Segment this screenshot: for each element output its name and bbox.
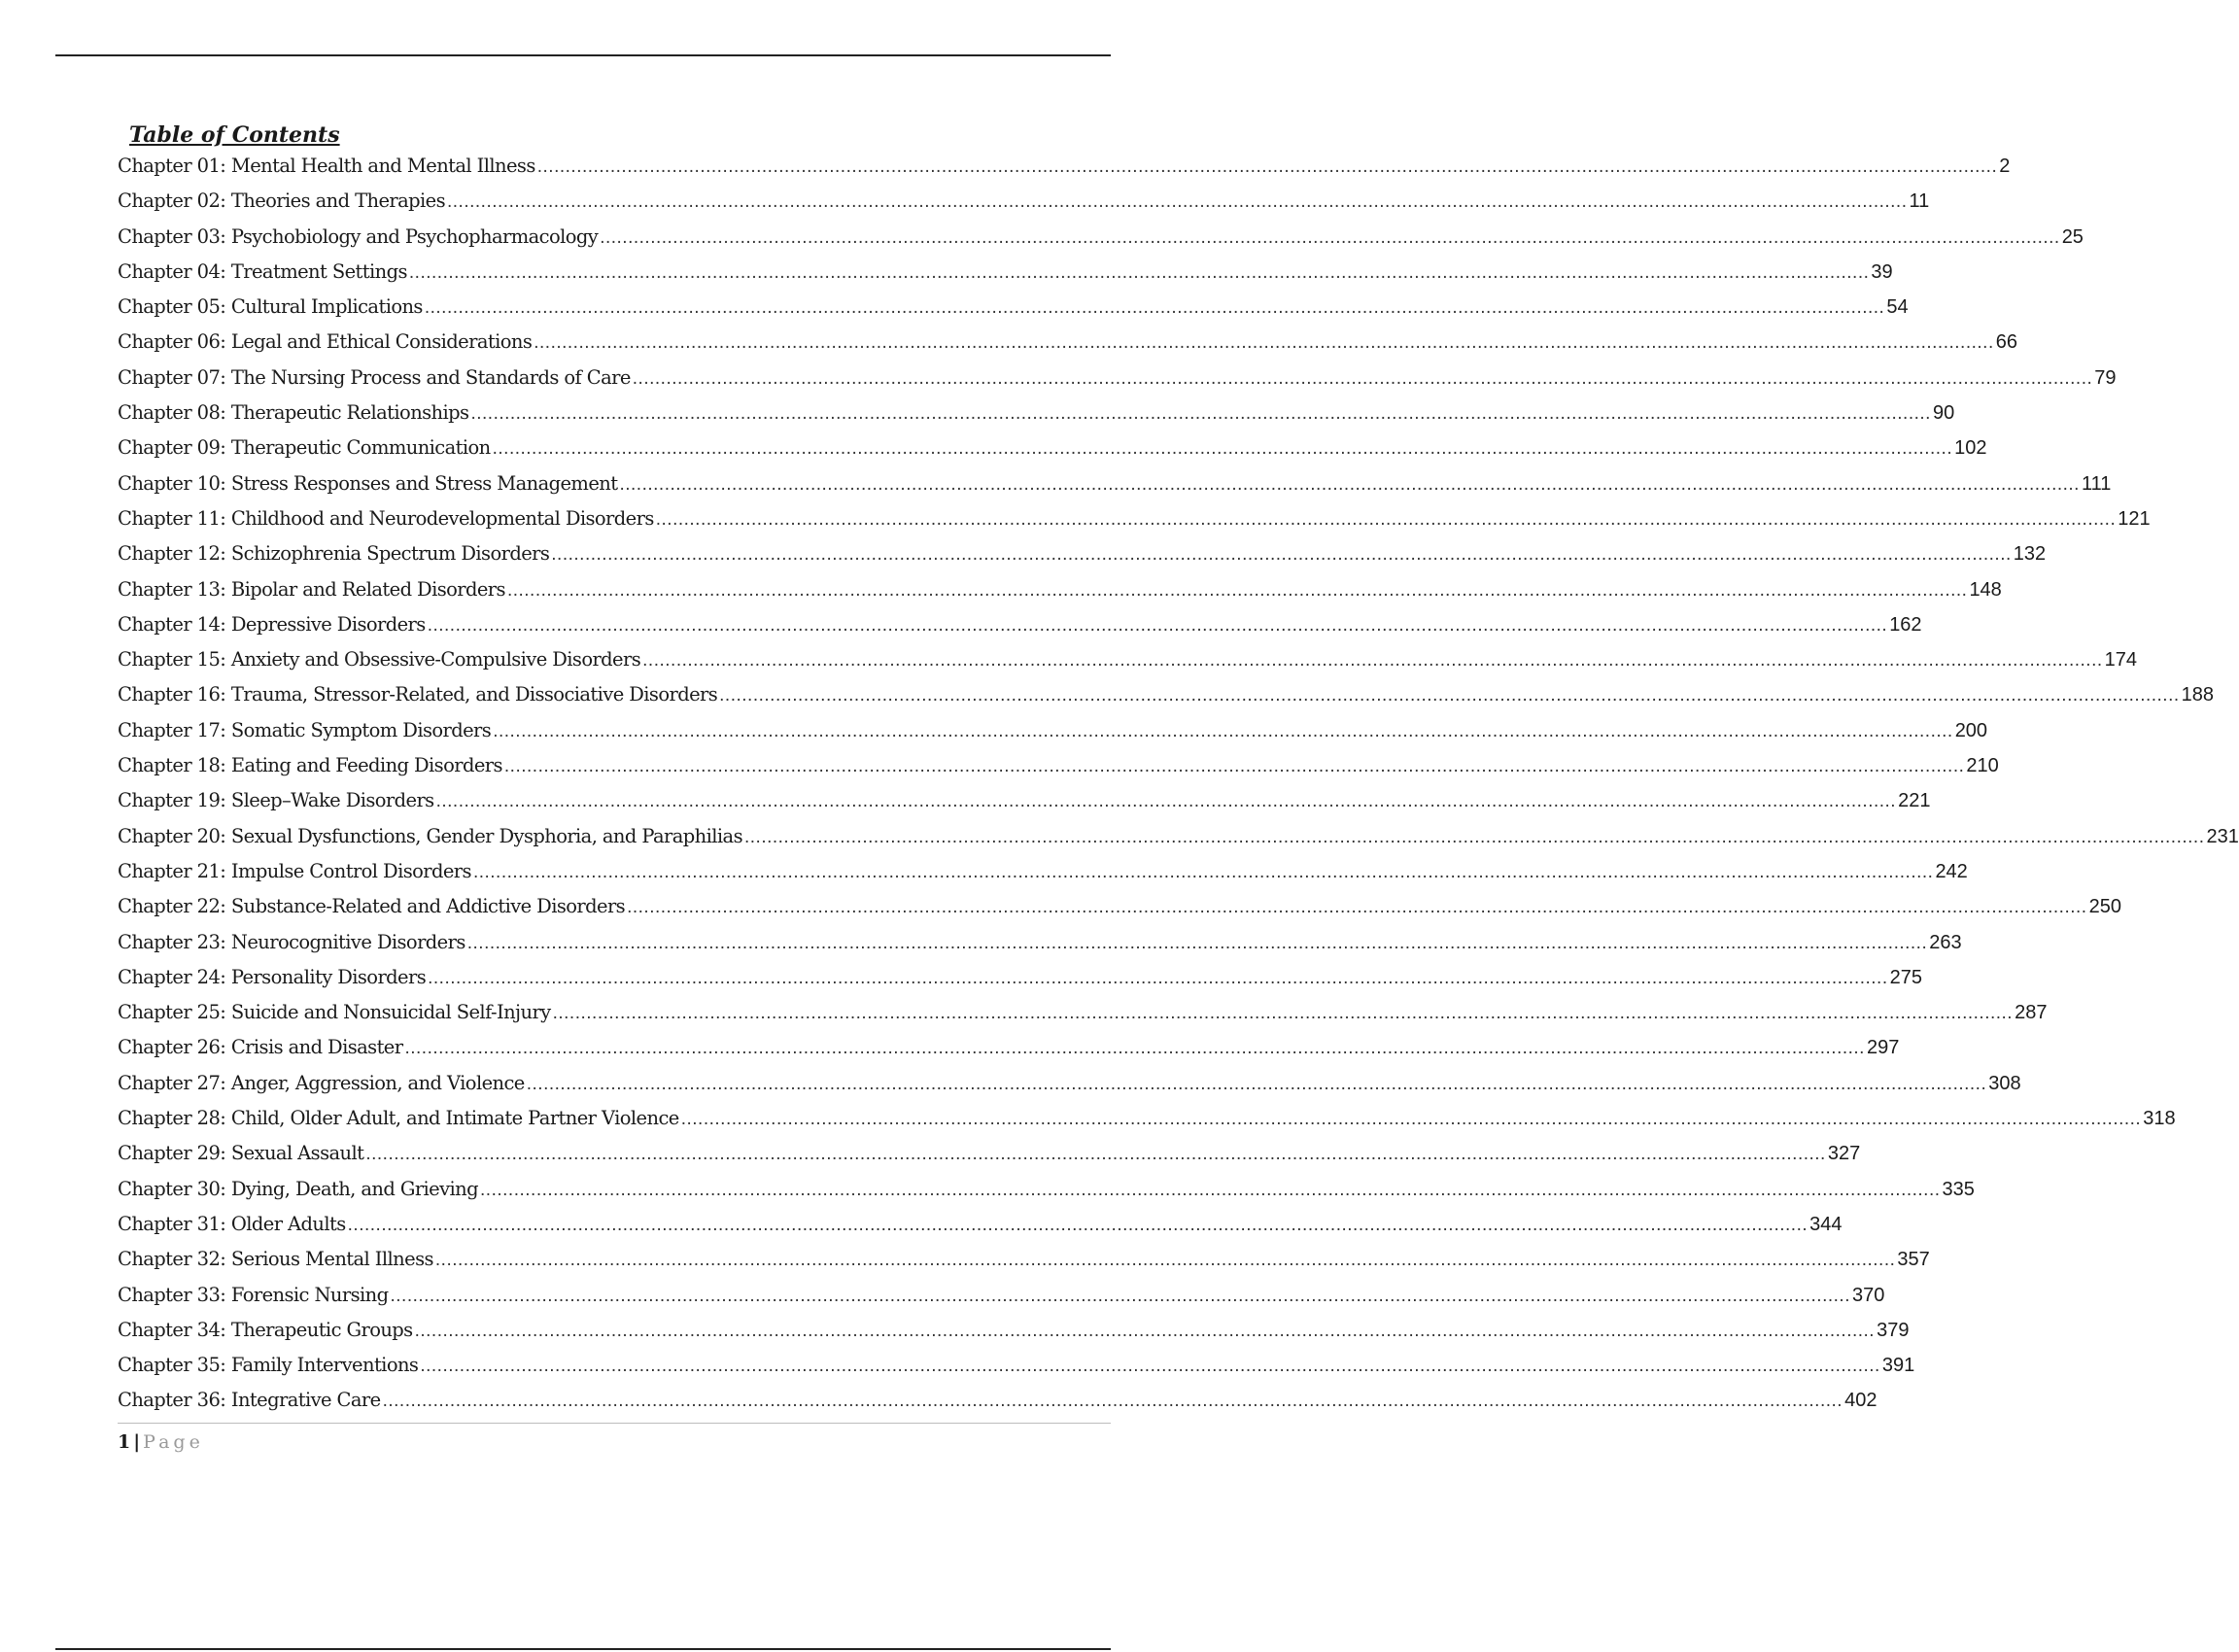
toc-entry-label: Chapter 17: Somatic Symptom Disorders — [118, 718, 492, 741]
toc-entry[interactable] — [118, 220, 2084, 255]
toc-dot-leader: .................................................................................................................................................................................................................................................................... — [408, 261, 1870, 283]
toc-entry-page: 318 — [2143, 1108, 2176, 1130]
toc-dot-leader: .................................................................................................................................................................................................................................................................... — [627, 897, 2087, 918]
footer-separator: | — [133, 1431, 141, 1453]
toc-entry-page: 221 — [1898, 790, 1931, 812]
toc-entry[interactable] — [118, 572, 2002, 607]
toc-dot-leader: .................................................................................................................................................................................................................................................................... — [492, 438, 1953, 460]
toc-dot-leader: .................................................................................................................................................................................................................................................................... — [427, 614, 1888, 636]
toc-entry-label: Chapter 01: Mental Health and Mental Illness — [118, 155, 535, 177]
toc-entry-page: 379 — [1877, 1319, 1910, 1341]
toc-dot-leader: .................................................................................................................................................................................................................................................................... — [472, 861, 1934, 882]
toc-entry[interactable] — [118, 889, 2121, 924]
toc-dot-leader: .................................................................................................................................................................................................................................................................... — [424, 297, 1885, 319]
toc-entry-label: Chapter 31: Older Adults — [118, 1212, 346, 1235]
footer-page-word: Page — [143, 1431, 204, 1453]
toc-entry[interactable] — [118, 925, 1962, 960]
toc-entry-page: 54 — [1886, 296, 1909, 319]
toc-entry-page: 210 — [1966, 755, 1999, 777]
toc-entry-page: 121 — [2118, 507, 2151, 530]
toc-entry-page: 231 — [2206, 825, 2239, 847]
toc-dot-leader: .................................................................................................................................................................................................................................................................... — [552, 1003, 2014, 1024]
toc-entry-label: Chapter 35: Family Interventions — [118, 1354, 419, 1377]
toc-dot-leader: .................................................................................................................................................................................................................................................................... — [600, 226, 2060, 248]
toc-entry-label: Chapter 12: Schizophrenia Spectrum Disorders — [118, 542, 550, 566]
toc-entry-label: Chapter 20: Sexual Dysfunctions, Gender Dysphoria, and Paraphilias — [118, 824, 742, 847]
toc-entry[interactable] — [118, 361, 2117, 396]
page-footer — [118, 1430, 204, 1454]
toc-dot-leader: .................................................................................................................................................................................................................................................................... — [434, 1250, 1896, 1271]
toc-entry[interactable] — [118, 642, 2138, 677]
toc-entry[interactable] — [118, 430, 1987, 465]
toc-entry[interactable] — [118, 1207, 1843, 1242]
toc-entry[interactable] — [118, 1101, 2176, 1136]
toc-entry[interactable] — [118, 854, 1968, 889]
toc-entry[interactable] — [118, 466, 2112, 501]
toc-dot-leader: .................................................................................................................................................................................................................................................................... — [493, 720, 1953, 741]
toc-entry-page: 402 — [1844, 1390, 1877, 1412]
toc-dot-leader: .................................................................................................................................................................................................................................................................... — [382, 1391, 1843, 1412]
toc-dot-leader: .................................................................................................................................................................................................................................................................... — [466, 932, 1928, 953]
toc-dot-leader: .................................................................................................................................................................................................................................................................... — [435, 791, 1897, 812]
toc-entry-label: Chapter 14: Depressive Disorders — [118, 612, 426, 636]
toc-entry-label: Chapter 11: Childhood and Neurodevelopmental Disorders — [118, 506, 654, 530]
toc-dot-leader: .................................................................................................................................................................................................................................................................... — [642, 650, 2103, 671]
toc-entry-label: Chapter 28: Child, Older Adult, and Intimate Partner Violence — [118, 1107, 679, 1130]
toc-entry[interactable] — [118, 1313, 1910, 1348]
toc-entry-label: Chapter 34: Therapeutic Groups — [118, 1318, 413, 1341]
toc-dot-leader: .................................................................................................................................................................................................................................................................... — [414, 1320, 1876, 1341]
toc-entry[interactable] — [118, 713, 1988, 748]
toc-entry-label: Chapter 03: Psychobiology and Psychopharmacology — [118, 224, 599, 248]
toc-entry-page: 132 — [2013, 543, 2047, 566]
toc-list — [118, 149, 2239, 1419]
toc-entry-page: 162 — [1889, 613, 1922, 636]
toc-dot-leader: .................................................................................................................................................................................................................................................................... — [404, 1038, 1865, 1059]
toc-dot-leader: .................................................................................................................................................................................................................................................................... — [655, 508, 2117, 530]
toc-entry-page: 275 — [1889, 966, 1922, 988]
toc-entry-page: 308 — [1988, 1072, 2021, 1094]
toc-entry-page: 344 — [1809, 1213, 1843, 1235]
toc-dot-leader: .................................................................................................................................................................................................................................................................... — [347, 1214, 1808, 1235]
toc-dot-leader: .................................................................................................................................................................................................................................................................... — [447, 191, 1908, 213]
toc-entry-page: 39 — [1871, 260, 1893, 283]
toc-dot-leader: .................................................................................................................................................................................................................................................................... — [506, 579, 1968, 601]
toc-entry-label: Chapter 30: Dying, Death, and Grieving — [118, 1177, 479, 1200]
toc-dot-leader: .................................................................................................................................................................................................................................................................... — [420, 1356, 1880, 1377]
toc-entry[interactable] — [118, 1136, 1861, 1171]
toc-entry-label: Chapter 04: Treatment Settings — [118, 259, 407, 283]
toc-entry-page: 335 — [1942, 1178, 1975, 1200]
toc-entry-page: 391 — [1881, 1355, 1915, 1377]
toc-entry-label: Chapter 18: Eating and Feeding Disorders — [118, 754, 502, 777]
toc-entry-label: Chapter 27: Anger, Aggression, and Violence — [118, 1071, 525, 1094]
toc-entry-label: Chapter 21: Impulse Control Disorders — [118, 859, 471, 882]
toc-entry[interactable] — [118, 1066, 2021, 1101]
toc-entry[interactable] — [118, 783, 1931, 818]
toc-entry-label: Chapter 23: Neurocognitive Disorders — [118, 930, 465, 953]
toc-entry-label: Chapter 32: Serious Mental Illness — [118, 1248, 433, 1271]
toc-entry[interactable] — [118, 960, 1922, 995]
toc-dot-leader: .................................................................................................................................................................................................................................................................... — [534, 332, 1994, 354]
toc-entry-label: Chapter 33: Forensic Nursing — [118, 1283, 389, 1306]
toc-entry-label: Chapter 10: Stress Responses and Stress Management — [118, 471, 618, 495]
toc-entry-label: Chapter 07: The Nursing Process and Standards of Care — [118, 365, 631, 389]
toc-entry-page: 2 — [1999, 155, 2011, 177]
toc-entry-page: 250 — [2088, 896, 2121, 918]
toc-entry-page: 66 — [1995, 331, 2017, 354]
toc-dot-leader: .................................................................................................................................................................................................................................................................... — [428, 967, 1888, 988]
toc-dot-leader: .................................................................................................................................................................................................................................................................... — [503, 756, 1965, 777]
toc-entry-page: 287 — [2015, 1002, 2048, 1024]
toc-entry-label: Chapter 29: Sexual Assault — [118, 1142, 364, 1165]
toc-entry-label: Chapter 36: Integrative Care — [118, 1389, 381, 1412]
toc-entry[interactable] — [118, 396, 1955, 430]
toc-entry-label: Chapter 26: Crisis and Disaster — [118, 1036, 403, 1059]
toc-dot-leader: .................................................................................................................................................................................................................................................................... — [719, 685, 2180, 706]
toc-entry-label: Chapter 25: Suicide and Nonsuicidal Self-Injury — [118, 1001, 551, 1024]
toc-entry-label: Chapter 05: Cultural Implications — [118, 295, 423, 319]
toc-dot-leader: .................................................................................................................................................................................................................................................................... — [743, 826, 2205, 847]
toc-entry[interactable] — [118, 536, 2047, 571]
footer-page-number: 1 — [118, 1431, 131, 1453]
toc-entry-page: 25 — [2061, 225, 2084, 248]
toc-title: Table of Contents — [129, 122, 340, 148]
toc-entry-label: Chapter 16: Trauma, Stressor-Related, and Dissociative Disorders — [118, 683, 718, 706]
toc-entry-page: 102 — [1954, 437, 1987, 460]
toc-entry-page: 90 — [1932, 402, 1955, 425]
toc-entry-page: 357 — [1897, 1249, 1930, 1271]
toc-entry-label: Chapter 06: Legal and Ethical Considerations — [118, 330, 533, 354]
header-rule — [55, 54, 1111, 56]
toc-entry[interactable] — [118, 995, 2048, 1030]
toc-entry-page: 327 — [1827, 1143, 1861, 1165]
toc-dot-leader: .................................................................................................................................................................................................................................................................... — [680, 1109, 2142, 1130]
toc-entry-label: Chapter 15: Anxiety and Obsessive-Compulsive Disorders — [118, 648, 641, 671]
toc-entry-page: 148 — [1969, 578, 2002, 601]
toc-entry[interactable] — [118, 1348, 1915, 1383]
toc-dot-leader: .................................................................................................................................................................................................................................................................... — [480, 1179, 1941, 1200]
bottom-rule — [55, 1648, 1111, 1650]
toc-entry[interactable] — [118, 184, 1930, 219]
toc-entry-page: 111 — [2081, 472, 2112, 495]
toc-entry-page: 11 — [1909, 190, 1930, 213]
toc-entry[interactable] — [118, 748, 1999, 783]
toc-entry[interactable] — [118, 677, 2215, 712]
toc-dot-leader: .................................................................................................................................................................................................................................................................... — [470, 403, 1931, 425]
toc-dot-leader: .................................................................................................................................................................................................................................................................... — [619, 473, 2080, 495]
toc-dot-leader: .................................................................................................................................................................................................................................................................... — [632, 367, 2093, 389]
toc-entry-page: 174 — [2104, 649, 2138, 671]
toc-entry[interactable] — [118, 819, 2239, 854]
toc-entry[interactable] — [118, 290, 1909, 325]
toc-entry-page: 263 — [1929, 931, 1962, 953]
toc-entry-label: Chapter 13: Bipolar and Related Disorders — [118, 577, 505, 601]
toc-entry[interactable] — [118, 607, 1922, 642]
toc-entry-page: 242 — [1935, 860, 1968, 882]
toc-entry-label: Chapter 22: Substance-Related and Addictive Disorders — [118, 895, 626, 918]
toc-dot-leader: .................................................................................................................................................................................................................................................................... — [390, 1285, 1850, 1306]
toc-entry-page: 79 — [2094, 366, 2117, 389]
toc-entry-page: 297 — [1866, 1037, 1900, 1059]
toc-entry-page: 370 — [1851, 1284, 1885, 1306]
toc-entry[interactable] — [118, 1030, 1900, 1065]
toc-entry-page: 188 — [2181, 684, 2215, 706]
toc-entry[interactable] — [118, 501, 2151, 536]
toc-dot-leader: .................................................................................................................................................................................................................................................................... — [365, 1144, 1826, 1165]
toc-entry-label: Chapter 19: Sleep–Wake Disorders — [118, 789, 434, 812]
toc-entry-label: Chapter 09: Therapeutic Communication — [118, 436, 491, 460]
toc-entry[interactable] — [118, 1278, 1885, 1313]
toc-entry[interactable] — [118, 1383, 1877, 1418]
toc-entry[interactable] — [118, 149, 2011, 184]
toc-dot-leader: .................................................................................................................................................................................................................................................................... — [551, 544, 2012, 566]
footer-rule — [118, 1423, 1111, 1424]
toc-entry[interactable] — [118, 1242, 1930, 1277]
toc-entry-label: Chapter 02: Theories and Therapies — [118, 189, 445, 213]
toc-entry[interactable] — [118, 255, 1893, 290]
toc-dot-leader: .................................................................................................................................................................................................................................................................... — [526, 1073, 1987, 1094]
toc-entry[interactable] — [118, 325, 2017, 360]
toc-dot-leader: .................................................................................................................................................................................................................................................................... — [536, 156, 1998, 177]
toc-entry-page: 200 — [1954, 719, 1988, 741]
toc-entry-label: Chapter 24: Personality Disorders — [118, 965, 427, 988]
toc-entry[interactable] — [118, 1172, 1975, 1207]
toc-entry-label: Chapter 08: Therapeutic Relationships — [118, 401, 469, 425]
